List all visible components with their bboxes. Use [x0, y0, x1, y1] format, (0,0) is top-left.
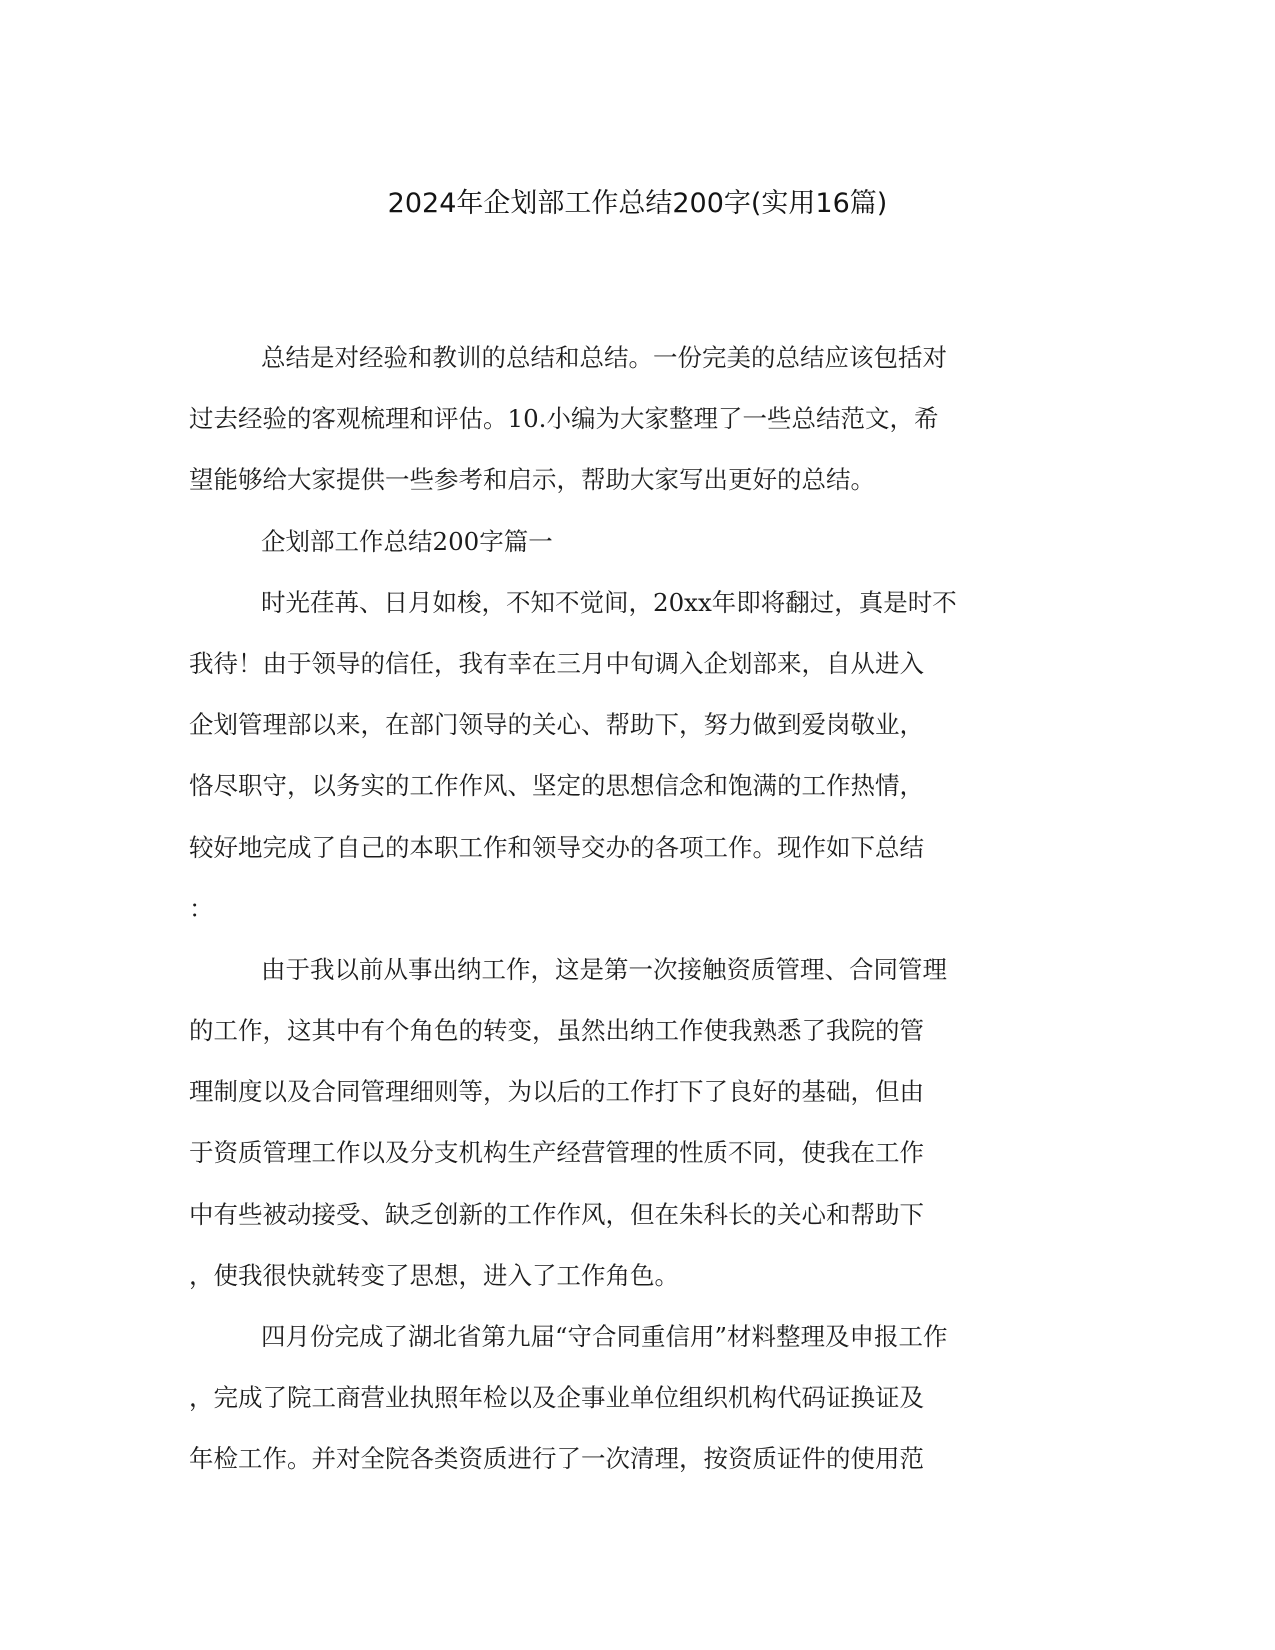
body-line: 中有些被动接受、缺乏创新的工作作风，但在朱科长的关心和帮助下 — [189, 1199, 924, 1229]
body-line: 的工作，这其中有个角色的转变，虽然出纳工作使我熟悉了我院的管 — [189, 1016, 924, 1046]
document-title: 2024年企划部工作总结200字(实用16篇) — [387, 188, 888, 219]
body-line: 望能够给大家提供一些参考和启示，帮助大家写出更好的总结。 — [189, 465, 875, 495]
body-line: 过去经验的客观梳理和评估。10.小编为大家整理了一些总结范文，希 — [189, 404, 939, 434]
body-line: 总结是对经验和教训的总结和总结。一份完美的总结应该包括对 — [261, 343, 947, 372]
body-line: ，完成了院工商营业执照年检以及企事业单位组织机构代码证换证及 — [189, 1383, 924, 1413]
body-line: ，使我很快就转变了思想，进入了工作角色。 — [189, 1260, 679, 1290]
body-line: 较好地完成了自己的本职工作和领导交办的各项工作。现作如下总结 — [189, 832, 924, 862]
body-line: 于资质管理工作以及分支机构生产经营管理的性质不同，使我在工作 — [189, 1138, 924, 1168]
body-line: 由于我以前从事出纳工作，这是第一次接触资质管理、合同管理 — [261, 954, 947, 984]
body-line: 时光荏苒、日月如梭，不知不觉间，20xx年即将翻过，真是时不 — [261, 587, 957, 617]
body-line: 企划管理部以来，在部门领导的关心、帮助下，努力做到爱岗敬业， — [189, 710, 924, 740]
document-body — [189, 327, 1079, 1490]
body-line: ： — [189, 893, 214, 923]
body-line: 年检工作。并对全院各类资质进行了一次清理，按资质证件的使用范 — [189, 1444, 924, 1474]
body-line: 恪尽职守，以务实的工作作风、坚定的思想信念和饱满的工作热情， — [189, 771, 924, 801]
body-line: 理制度以及合同管理细则等，为以后的工作打下了良好的基础，但由 — [189, 1077, 924, 1107]
body-line: 四月份完成了湖北省第九届“守合同重信用”材料整理及申报工作 — [261, 1322, 948, 1351]
body-line: 我待！由于领导的信任，我有幸在三月中旬调入企划部来，自从进入 — [189, 648, 924, 678]
section-heading: 企划部工作总结200字篇一 — [261, 526, 553, 556]
